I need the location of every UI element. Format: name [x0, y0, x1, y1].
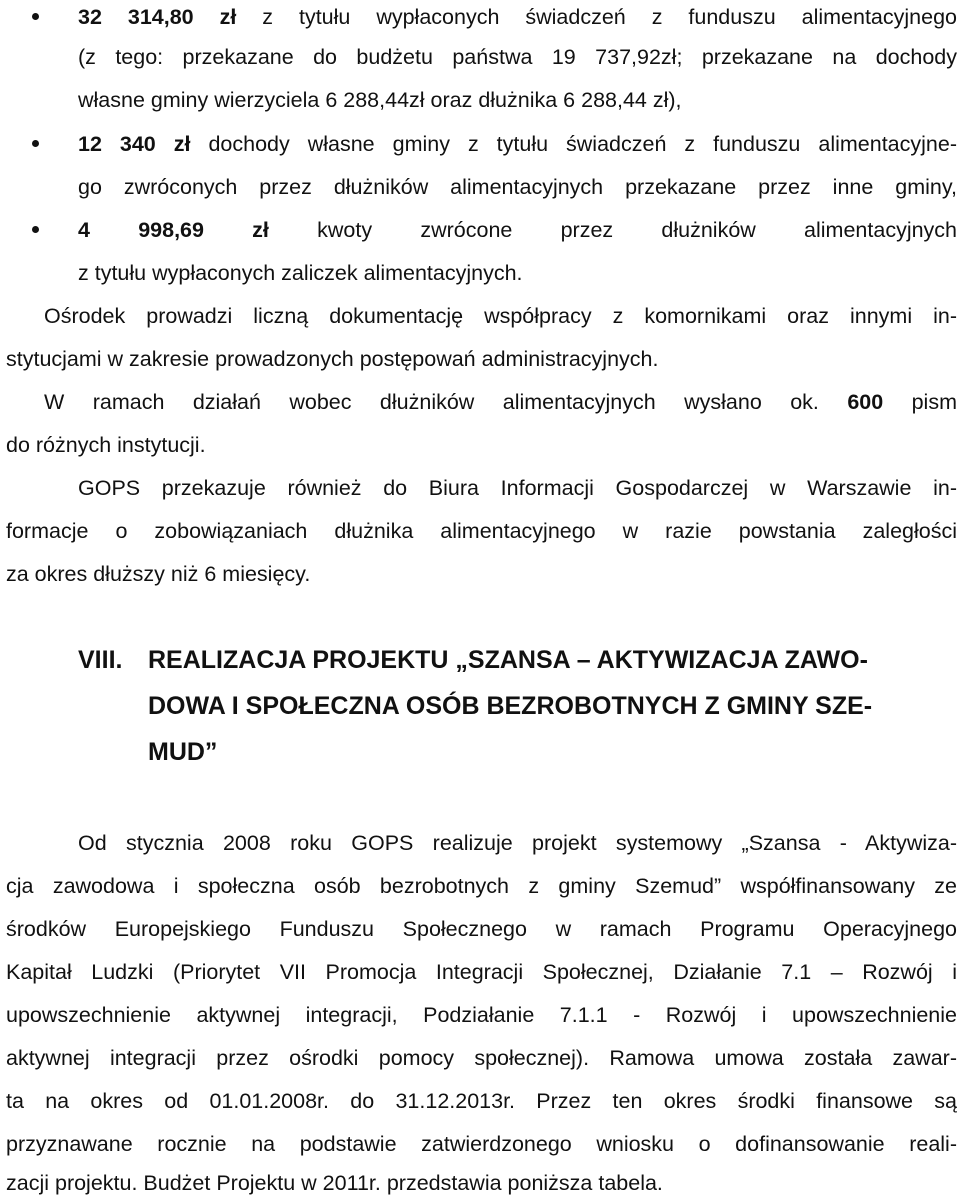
paragraph-wramach-line-1 [44, 389, 957, 415]
paragraph-project-line-3: środków Europejskiego Funduszu Społecznego w ramach Programu Operacyjnego [6, 917, 957, 941]
bullet-2-line-2: go zwróconych przez dłużników alimentacyjnych przekazane przez inne gminy, [78, 175, 957, 199]
bullet-2-line-1 [78, 131, 957, 157]
paragraph-wramach-text-end: pism [883, 390, 957, 414]
bullet-3-line-2: z tytułu wypłaconych zaliczek alimentacyjnych. [78, 261, 523, 285]
paragraph-project-line-6: aktywnej integracji przez ośrodki pomocy społecznej). Ramowa umowa została zawar- [6, 1046, 957, 1070]
bullet-1-text: z tytułu wypłaconych świadczeń z funduszu alimentacyjnego [236, 5, 957, 29]
paragraph-osrodek-line-1: Ośrodek prowadzi liczną dokumentację współpracy z komornikami oraz innymi in- [44, 304, 957, 328]
paragraph-project-line-7: ta na okres od 01.01.2008r. do 31.12.2013r. Przez ten okres środki finansowe są [6, 1089, 957, 1113]
paragraph-wramach-text: W ramach działań wobec dłużników alimentacyjnych wysłano ok. [44, 390, 848, 414]
paragraph-gops-line-1: GOPS przekazuje również do Biura Informacji Gospodarczej w Warszawie in- [78, 476, 957, 500]
paragraph-wramach-line-2: do różnych instytucji. [6, 433, 206, 457]
paragraph-project-line-4: Kapitał Ludzki (Priorytet VII Promocja Integracji Społecznej, Działanie 7.1 – Rozwój i [6, 960, 957, 984]
bullet-marker [32, 226, 39, 233]
bullet-marker [32, 140, 39, 147]
paragraph-gops-line-2: formacje o zobowiązaniach dłużnika alimentacyjnego w razie powstania zaległości [6, 519, 957, 543]
paragraph-project-line-9: zacji projektu. Budżet Projektu w 2011r. przedstawia poniższa tabela. [6, 1171, 663, 1195]
section-heading-line-1: REALIZACJA PROJEKTU „SZANSA – AKTYWIZACJA ZAWO- [148, 646, 868, 674]
bullet-2-text: dochody własne gminy z tytułu świadczeń z funduszu alimentacyjne- [190, 132, 957, 156]
letters-count: 600 [847, 390, 884, 414]
bullet-1-amount: 32 314,80 zł [78, 5, 237, 29]
bullet-2-amount: 12 340 zł [78, 132, 191, 156]
bullet-1-line-2: (z tego: przekazane do budżetu państwa 19 737,92zł; przekazane na dochody [78, 45, 957, 69]
bullet-1-line-3: własne gminy wierzyciela 6 288,44zł oraz dłużnika 6 288,44 zł), [78, 88, 682, 112]
paragraph-project-line-5: upowszechnienie aktywnej integracji, Podziałanie 7.1.1 - Rozwój i upowszechnienie [6, 1003, 957, 1027]
paragraph-project-line-2: cja zawodowa i społeczna osób bezrobotnych z gminy Szemud” współfinansowany ze [6, 874, 957, 898]
section-heading-line-3: MUD” [148, 738, 218, 766]
paragraph-gops-line-3: za okres dłuższy niż 6 miesięcy. [6, 562, 311, 586]
bullet-1-line-1 [78, 4, 957, 30]
paragraph-osrodek-line-2: stytucjami w zakresie prowadzonych postępowań administracyjnych. [6, 347, 659, 371]
section-heading-line-2: DOWA I SPOŁECZNA OSÓB BEZROBOTNYCH Z GMINY SZE- [148, 692, 873, 720]
section-number: VIII. [78, 646, 123, 674]
bullet-3-text: kwoty zwrócone przez dłużników alimentacyjnych [268, 218, 958, 242]
bullet-3-line-1 [78, 217, 957, 243]
bullet-marker [32, 13, 39, 20]
paragraph-project-line-1: Od stycznia 2008 roku GOPS realizuje projekt systemowy „Szansa - Aktywiza- [78, 831, 957, 855]
paragraph-project-line-8: przyznawane rocznie na podstawie zatwierdzonego wniosku o dofinansowanie reali- [6, 1132, 957, 1156]
bullet-3-amount: 4 998,69 zł [78, 218, 269, 242]
